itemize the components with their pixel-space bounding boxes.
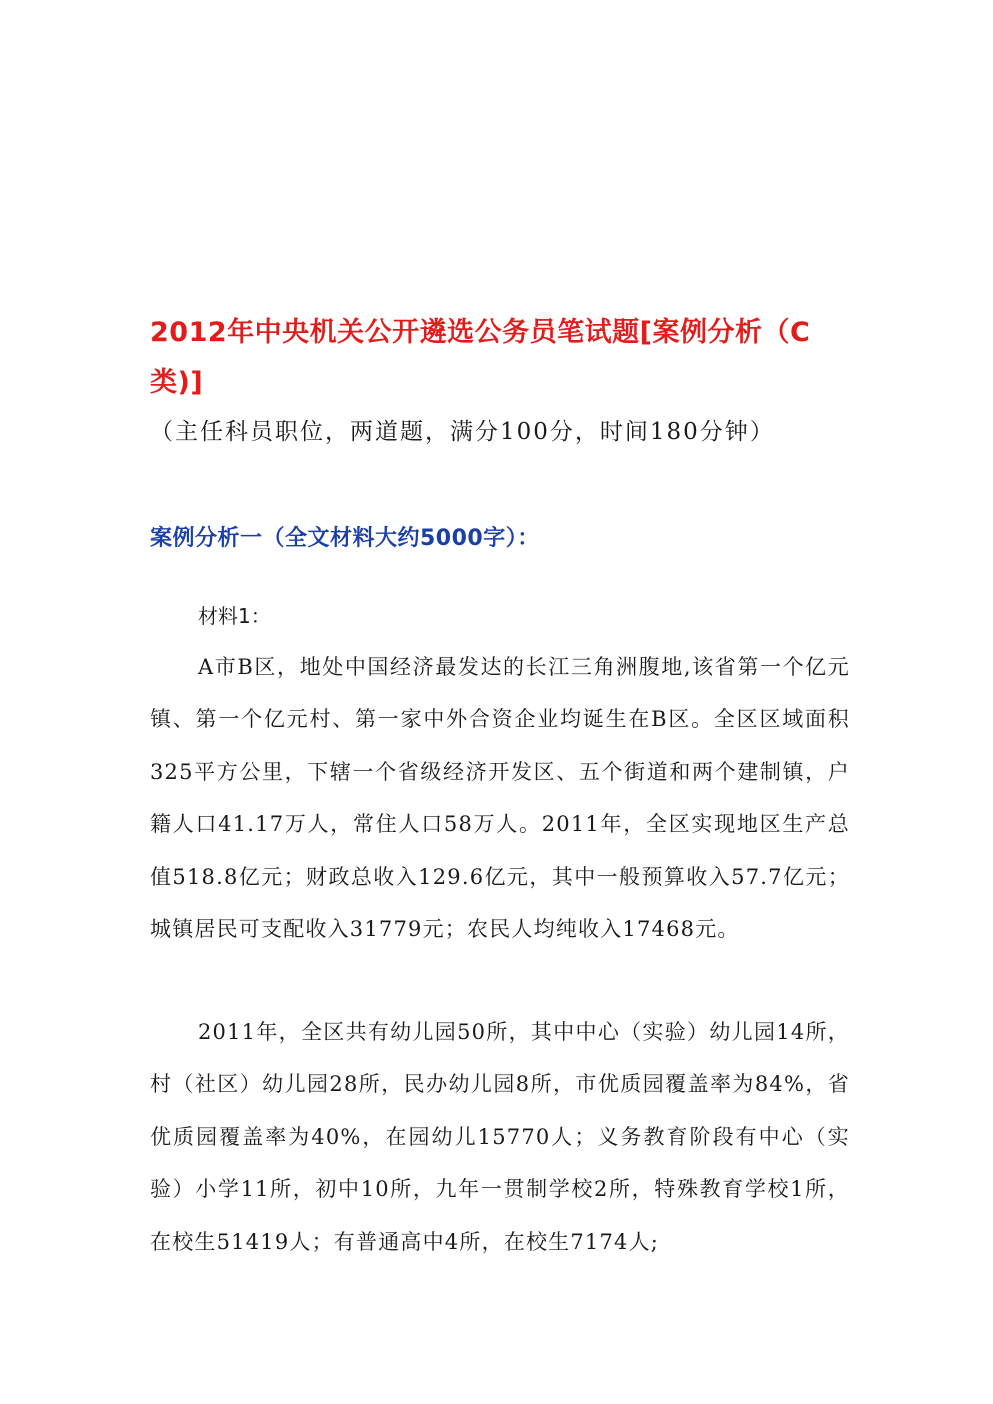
document-title: 2012年中央机关公开遴选公务员笔试题[案例分析（C类)] [150,317,811,398]
body-paragraph: 2011年，全区共有幼儿园50所，其中中心（实验）幼儿园14所，村（社区）幼儿园28所，民办幼儿园8所，市优质园覆盖率为84%，省优质园覆盖率为40%，在园幼儿15770人；义务教育阶段有中心（实验）小学11所，初中10所，九年一贯制学校2所，特殊教育学校1所，在校生51419人；有普通高中4所，在校生7174人; [150,1020,850,1254]
body-paragraph: A市B区，地处中国经济最发达的长江三角洲腹地,该省第一个亿元镇、第一个亿元村、第一家中外合资企业均诞生在B区。全区区域面积325平方公里，下辖一个省级经济开发区、五个街道和两个建制镇，户籍人口41.17万人，常住人口58万人。2011年，全区实现地区生产总值518.8亿元；财政总收入129.6亿元，其中一般预算收入57.7亿元；城镇居民可支配收入31779元；农民人均纯收入17468元。 [150,655,850,942]
section-heading: 案例分析一（全文材料大约5000字）： [150,526,540,551]
document-subtitle: （主任科员职位，两道题，满分100分，时间180分钟） [150,419,775,445]
material-label: 材料1： [198,604,271,628]
